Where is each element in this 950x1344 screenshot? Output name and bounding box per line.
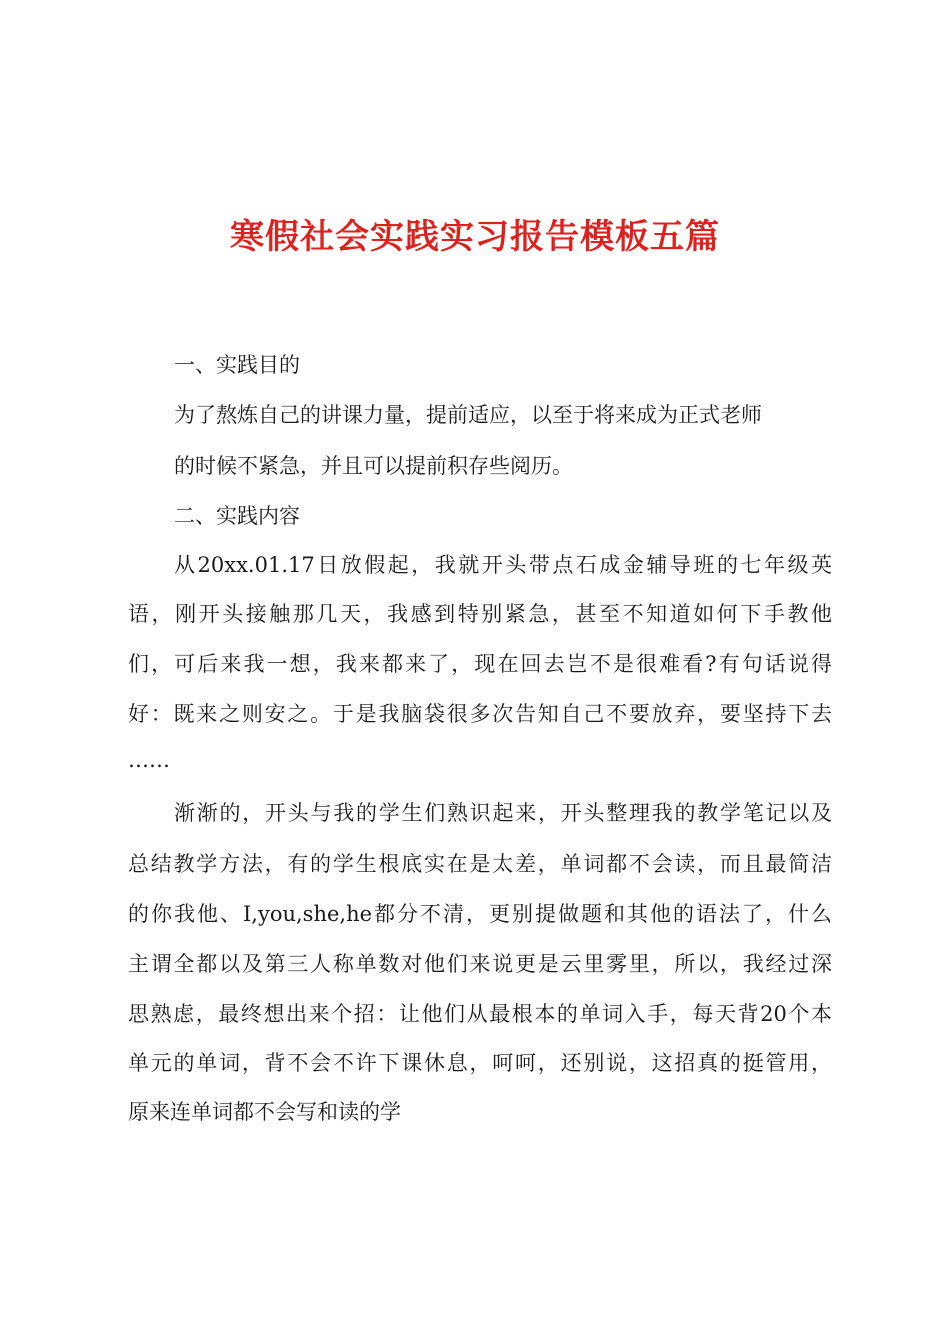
paragraph-line: 原来连单词都不会写和读的学 xyxy=(128,1100,401,1124)
paragraph-line: 的时候不紧急，并且可以提前积存些阅历。 xyxy=(174,454,573,478)
paragraph-line: 们，可后来我一想，我来都来了，现在回去岂不是很难看?有句话说得 xyxy=(128,652,832,676)
document-title: 寒假社会实践实习报告模板五篇 xyxy=(230,217,720,257)
paragraph-line: 的你我他、I,you,she,he都分不清，更别提做题和其他的语法了，什么 xyxy=(128,902,832,926)
paragraph-line: 总结教学方法，有的学生根底实在是太差，单词都不会读，而且最简洁 xyxy=(128,852,832,876)
paragraph-line: 渐渐的，开头与我的学生们熟识起来，开头整理我的教学笔记以及 xyxy=(174,801,832,825)
paragraph-line: 思熟虑，最终想出来个招：让他们从最根本的单词入手，每天背20个本 xyxy=(128,1002,832,1026)
section-heading-purpose: 一、实践目的 xyxy=(174,353,300,377)
paragraph-line: 单元的单词，背不会不许下课休息，呵呵，还别说，这招真的挺管用， xyxy=(128,1051,832,1075)
paragraph-line: 主谓全都以及第三人称单数对他们来说更是云里雾里，所以，我经过深 xyxy=(128,952,832,976)
paragraph-line: 从20xx.01.17日放假起，我就开头带点石成金辅导班的七年级英 xyxy=(174,553,832,577)
paragraph-line: …… xyxy=(128,748,170,772)
paragraph-line: 好：既来之则安之。于是我脑袋很多次告知自己不要放弃，要坚持下去 xyxy=(128,702,832,726)
paragraph-line: 为了熬炼自己的讲课力量，提前适应，以至于将来成为正式老师 xyxy=(174,403,762,427)
paragraph-line: 语，刚开头接触那几天，我感到特别紧急，甚至不知道如何下手教他 xyxy=(128,602,832,626)
section-heading-content: 二、实践内容 xyxy=(174,504,300,528)
